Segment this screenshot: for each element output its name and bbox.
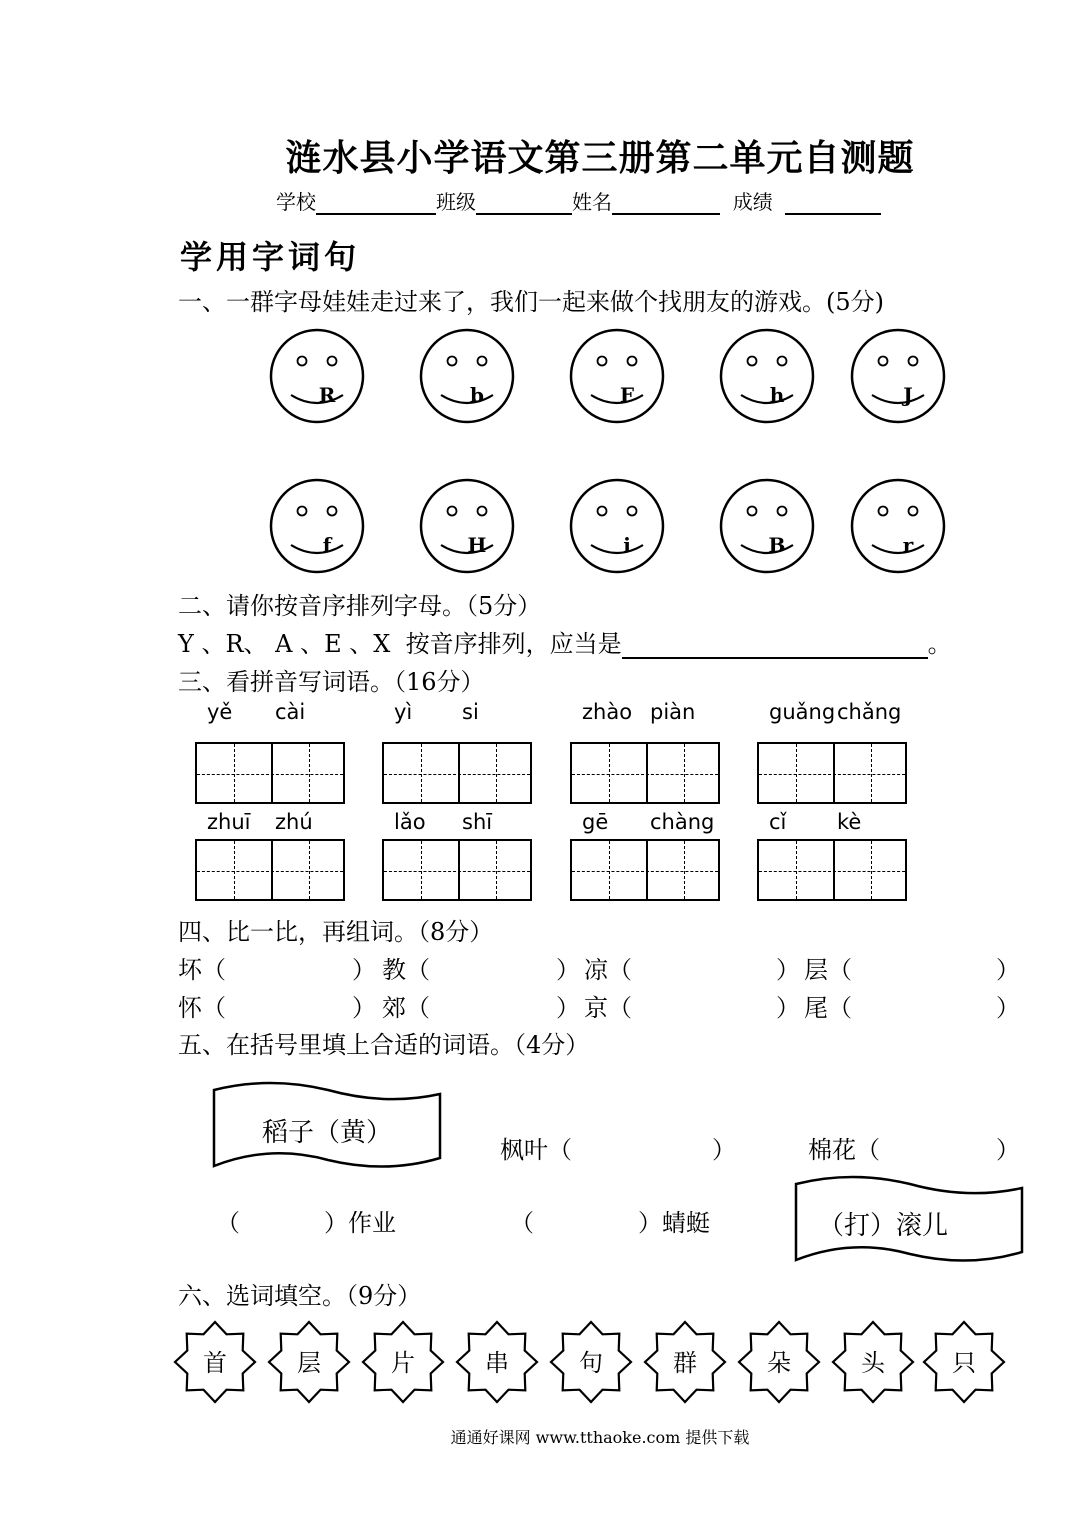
compare-character: 教（ xyxy=(382,956,430,984)
pinyin-syllable: kè xyxy=(837,810,862,834)
q2-letters: Y 、R、 A 、E 、X xyxy=(178,630,391,658)
close-bracket: ） xyxy=(352,956,376,984)
pinyin-syllable: zhào xyxy=(582,700,633,724)
face-letter: i xyxy=(623,533,631,557)
pinyin-syllable: zhuī xyxy=(207,810,251,834)
close-bracket: ） xyxy=(996,994,1020,1022)
close-bracket: ） xyxy=(776,994,800,1022)
footer: 通通好课网 www.tthaoke.com 提供下载 xyxy=(450,1428,750,1447)
school-blank[interactable] xyxy=(316,193,436,215)
word-choice-star[interactable] xyxy=(457,1322,537,1402)
smiley-face[interactable] xyxy=(571,480,663,572)
smiley-face[interactable] xyxy=(421,330,513,422)
pinyin-syllable: si xyxy=(462,700,479,724)
name-blank[interactable] xyxy=(612,193,720,215)
face-letter: f xyxy=(322,533,332,557)
choice-word: 群 xyxy=(673,1349,697,1377)
page-title: 涟水县小学语文第三册第二单元自测题 xyxy=(285,137,915,179)
choice-word: 朵 xyxy=(767,1349,791,1377)
compare-character: 尾（ xyxy=(804,994,852,1022)
smiley-face[interactable] xyxy=(271,330,363,422)
word-choices xyxy=(0,1318,1087,1408)
writing-grid[interactable] xyxy=(195,839,345,901)
face-letter: r xyxy=(902,533,914,557)
name-label: 姓名 xyxy=(572,190,612,214)
question-3: 三、看拼音写词语。（16分） xyxy=(178,668,485,696)
q5-item-3: （ ）作业 xyxy=(216,1209,396,1237)
smiley-faces xyxy=(0,320,1087,580)
choice-word: 句 xyxy=(579,1349,603,1377)
writing-grid[interactable] xyxy=(382,742,532,804)
question-2: 二、请你按音序排列字母。（5分） xyxy=(178,592,542,620)
writing-grid[interactable] xyxy=(570,742,720,804)
class-label: 班级 xyxy=(436,190,476,214)
score-blank[interactable] xyxy=(785,193,881,215)
pinyin-syllable: cǐ xyxy=(769,810,787,834)
choice-word: 只 xyxy=(952,1349,976,1377)
info-line xyxy=(276,186,881,215)
pinyin-syllable: piàn xyxy=(650,700,696,724)
writing-grid[interactable] xyxy=(757,839,907,901)
face-letter: h xyxy=(769,383,785,407)
pinyin-syllable: yì xyxy=(394,700,413,724)
smiley-face[interactable] xyxy=(421,480,513,572)
smiley-face[interactable] xyxy=(271,480,363,572)
choice-word: 串 xyxy=(485,1349,509,1377)
compare-character: 京（ xyxy=(584,994,632,1022)
word-choice-star[interactable] xyxy=(739,1322,819,1402)
word-choice-star[interactable] xyxy=(833,1322,913,1402)
writing-grid[interactable] xyxy=(570,839,720,901)
question-1: 一、一群字母娃娃走过来了，我们一起来做个找朋友的游戏。(5分) xyxy=(178,288,884,316)
example-2-text: （打）滚儿 xyxy=(818,1211,949,1241)
question-2-line xyxy=(178,624,952,659)
question-4: 四、比一比，再组词。（8分） xyxy=(178,918,494,946)
close-bracket: ） xyxy=(776,956,800,984)
choice-word: 首 xyxy=(203,1349,227,1377)
q2-answer-blank[interactable] xyxy=(622,631,928,659)
q2-instruction: 按音序排列，应当是 xyxy=(405,630,622,658)
choice-word: 层 xyxy=(297,1349,321,1377)
pinyin-syllable: chàng xyxy=(650,810,715,834)
close-bracket: ） xyxy=(352,994,376,1022)
word-choice-star[interactable] xyxy=(924,1322,1004,1402)
pinyin-syllable: cài xyxy=(275,700,306,724)
face-letter: B xyxy=(768,533,786,557)
word-choice-star[interactable] xyxy=(175,1322,255,1402)
compare-character: 郊（ xyxy=(382,994,430,1022)
word-choice-star[interactable] xyxy=(645,1322,725,1402)
question-5: 五、在括号里填上合适的词语。（4分） xyxy=(178,1031,590,1059)
pinyin-syllable: zhú xyxy=(275,810,313,834)
compare-character: 怀（ xyxy=(178,994,226,1022)
close-bracket: ） xyxy=(556,956,580,984)
q5-item-1: 枫叶（ ） xyxy=(500,1136,736,1164)
q5-item-4: （ ）蜻蜓 xyxy=(510,1209,710,1237)
pinyin-syllable: gē xyxy=(582,810,609,834)
face-letter: b xyxy=(470,383,484,407)
pinyin-syllable: chǎng xyxy=(837,700,902,724)
choice-word: 头 xyxy=(861,1349,885,1377)
smiley-face[interactable] xyxy=(721,330,813,422)
face-letter: F xyxy=(619,383,635,407)
compare-character: 层（ xyxy=(804,956,852,984)
example-1-text: 稻子（黄） xyxy=(262,1118,393,1148)
class-blank[interactable] xyxy=(476,193,572,215)
q2-period: 。 xyxy=(927,630,952,658)
question-6: 六、选词填空。（9分） xyxy=(178,1282,422,1310)
word-choice-star[interactable] xyxy=(551,1322,631,1402)
close-bracket: ） xyxy=(556,994,580,1022)
smiley-face[interactable] xyxy=(852,480,944,572)
smiley-face[interactable] xyxy=(852,330,944,422)
section-title: 学用字词句 xyxy=(180,238,361,276)
pinyin-syllable: yě xyxy=(207,700,233,724)
writing-grid[interactable] xyxy=(757,742,907,804)
face-letter: J xyxy=(903,383,913,407)
pinyin-syllable: guǎng xyxy=(769,700,836,724)
choice-word: 片 xyxy=(391,1349,415,1377)
writing-grid[interactable] xyxy=(195,742,345,804)
pinyin-syllable: shī xyxy=(462,810,493,834)
score-label: 成绩 xyxy=(732,190,773,214)
face-letter: H xyxy=(467,533,487,557)
word-choice-star[interactable] xyxy=(269,1322,349,1402)
compare-character: 坏（ xyxy=(178,956,226,984)
smiley-face[interactable] xyxy=(571,330,663,422)
school-label: 学校 xyxy=(276,190,316,214)
word-choice-star[interactable] xyxy=(363,1322,443,1402)
q5-item-2: 棉花（ ） xyxy=(808,1136,1020,1164)
pinyin-syllable: lǎo xyxy=(394,810,426,834)
compare-character: 凉（ xyxy=(584,956,632,984)
face-letter: R xyxy=(318,383,336,407)
smiley-face[interactable] xyxy=(721,480,813,572)
writing-grid[interactable] xyxy=(382,839,532,901)
close-bracket: ） xyxy=(996,956,1020,984)
